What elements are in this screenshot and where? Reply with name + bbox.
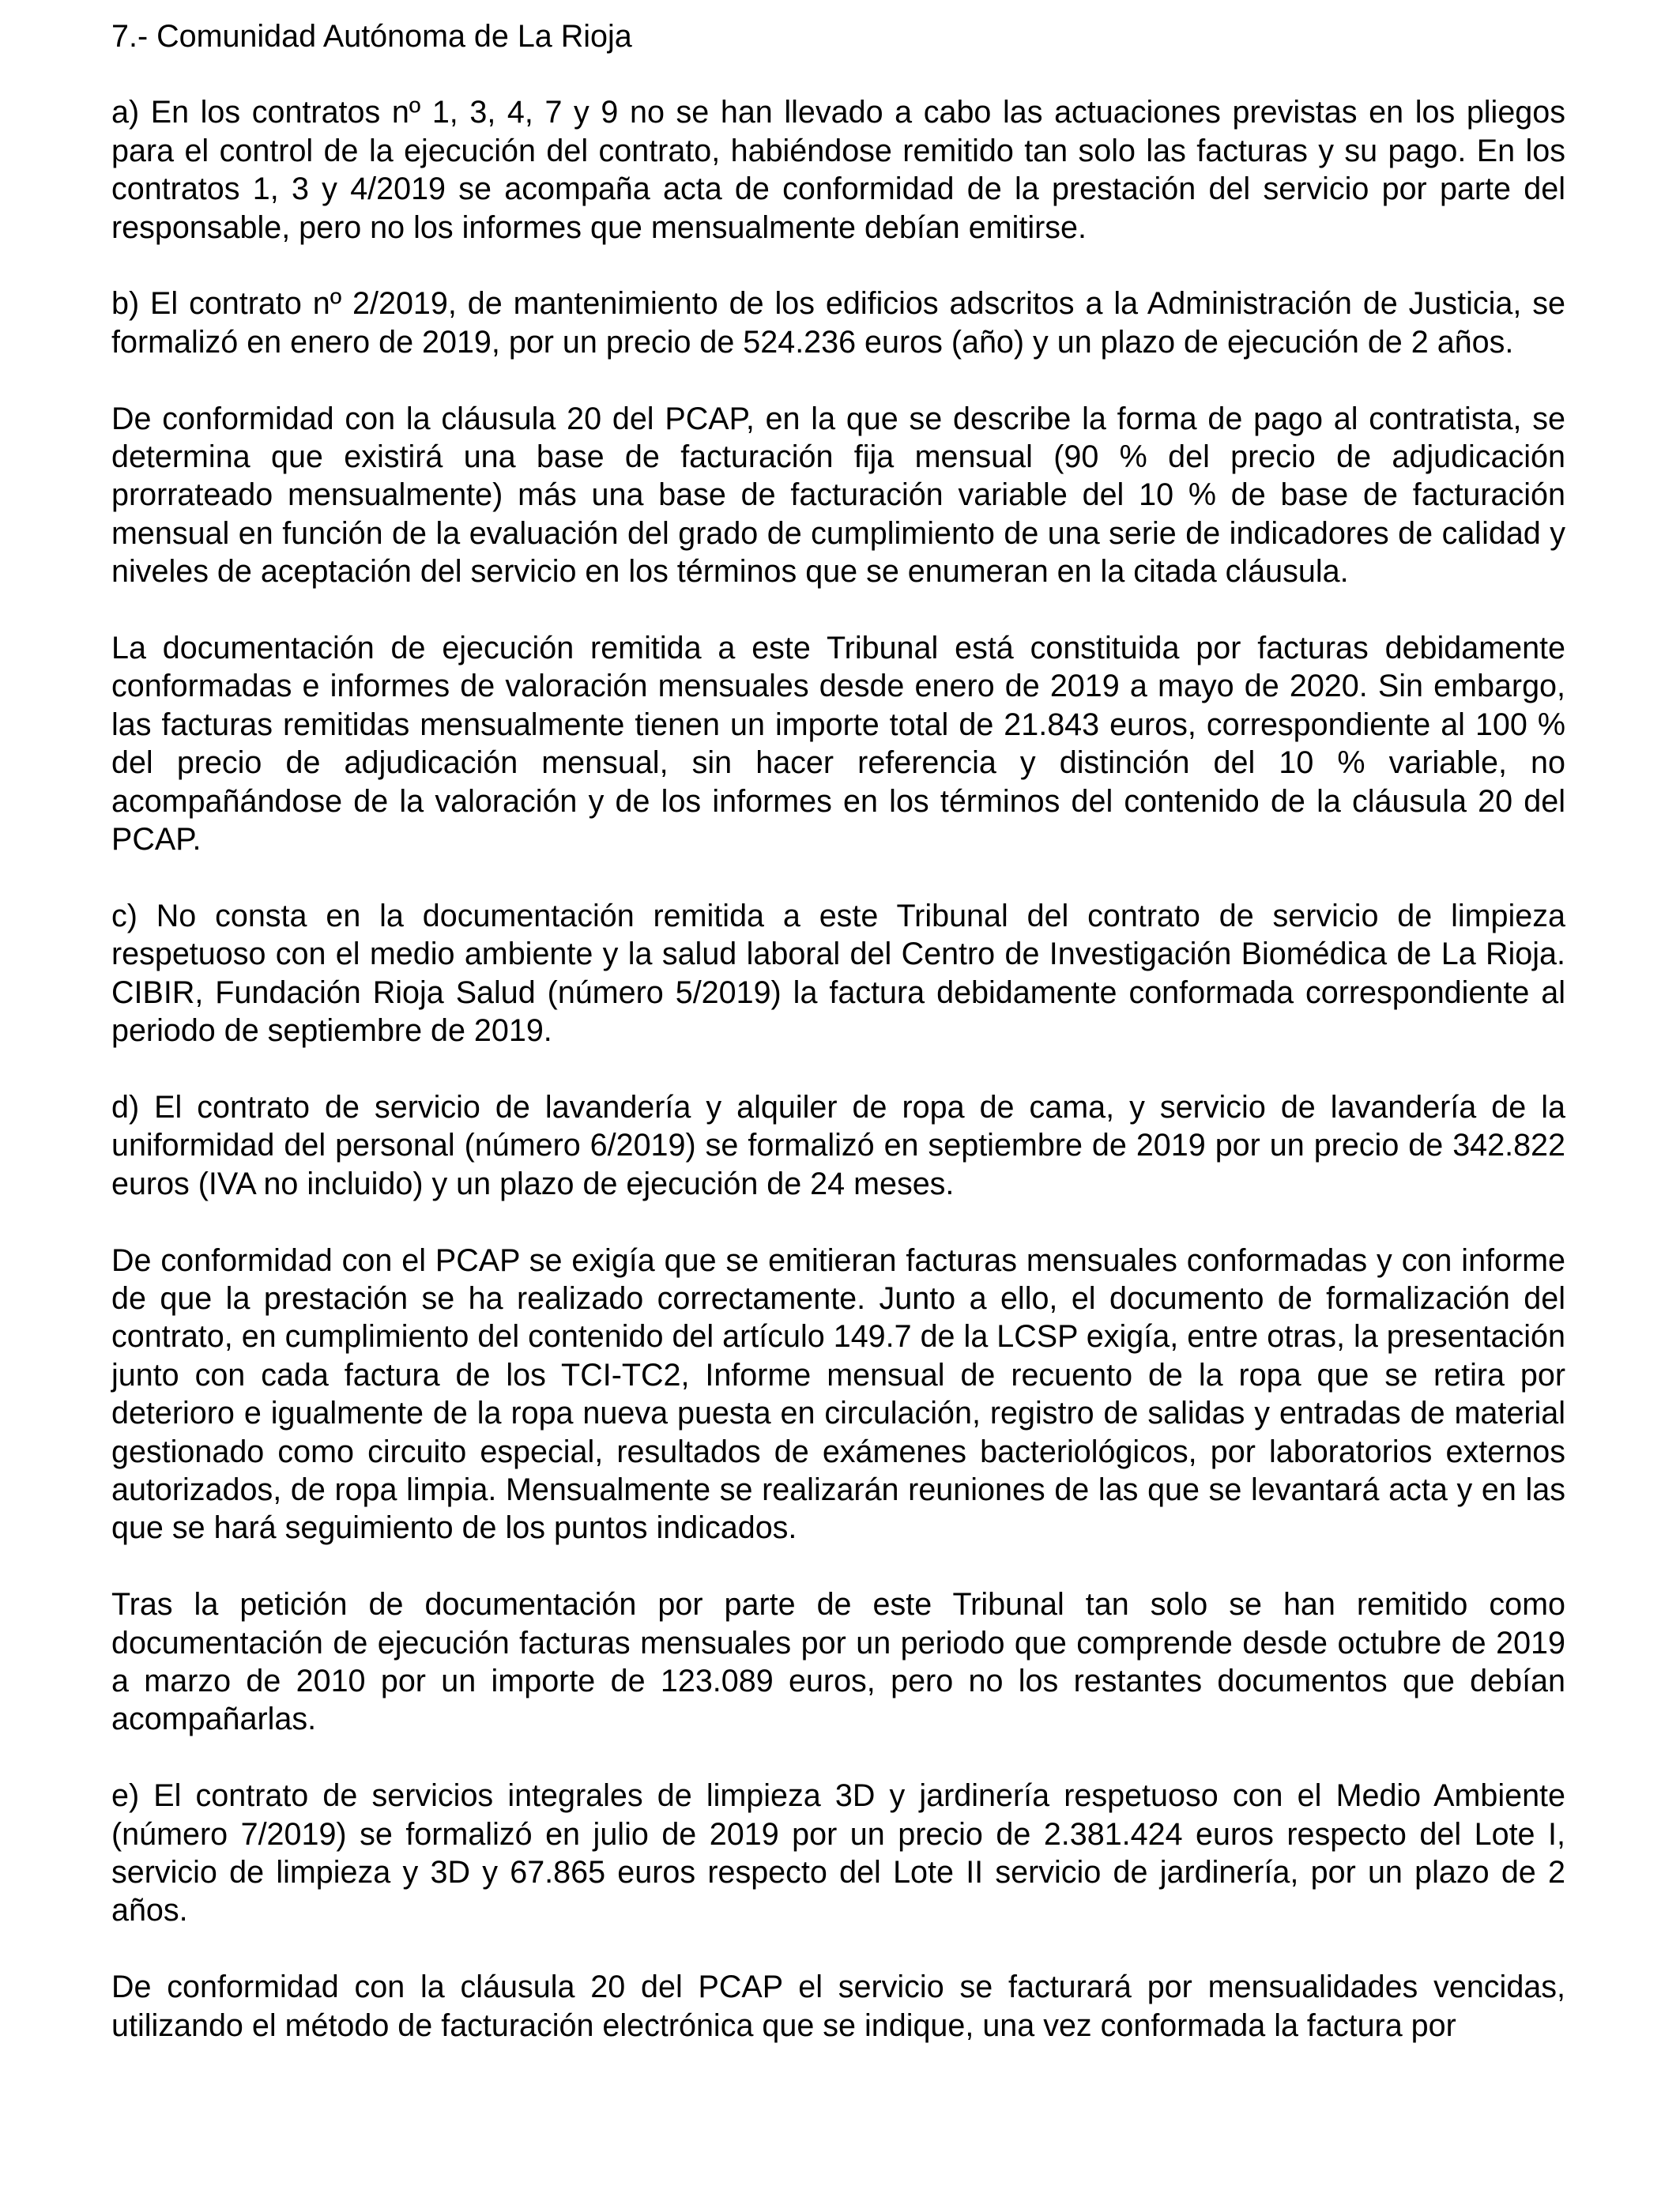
paragraph-d-lavanderia: d) El contrato de servicio de lavandería y alquiler de ropa de cama, y servicio de lavandería de la uniformidad del personal (número 6/2019) se formalizó en septiembre de 2019 por un precio de 342.822 euros (IVA no incluido) y un plazo de ejecución de 24 meses. [111,1089,1565,1201]
paragraph-documentacion-ejecucion: La documentación de ejecución remitida a este Tribunal está constituida por facturas debidamente conformadas e informes de valoración mensuales desde enero de 2019 a mayo de 2020. Sin embargo, las facturas remitidas mensualmente tienen un importe total de 21.843 euros, correspondiente al 100 % del precio de adjudicación mensual, sin hacer referencia y distinción del 10 % variable, no acompañándose de la valoración y de los informes en los términos del contenido de la cláusula 20 del PCAP. [111,631,1565,858]
paragraph-pcap-facturas-mensuales: De conformidad con el PCAP se exigía que se emitieran facturas mensuales conformadas y con informe de que la prestación se ha realizado correctamente. Junto a ello, el documento de formalización del contrato, en cumplimiento del contenido del artículo 149.7 de la LCSP exigía, entre otras, la presentación junto con cada factura de los TCI-TC2, Informe mensual de recuento de la ropa que se retira por deterioro e igualmente de la ropa nueva puesta en circulación, registro de salidas y entradas de material gestionado como circuito especial, resultados de exámenes bacteriológicos, por laboratorios externos autorizados, de ropa limpia. Mensualmente se realizarán reuniones de las que se levantará acta y en las que se hará seguimiento de los puntos indicados. [111,1242,1565,1546]
paragraph-c-cibir: c) No consta en la documentación remitida a este Tribunal del contrato de servicio de limpieza respetuoso con el medio ambiente y la salud laboral del Centro de Investigación Biomédica de La Rioja. CIBIR, Fundación Rioja Salud (número 5/2019) la factura debidamente conformada correspondiente al periodo de septiembre de 2019. [111,898,1565,1049]
paragraph-clausula-20-mensualidades: De conformidad con la cláusula 20 del PCAP el servicio se facturará por mensualidades vencidas, utilizando el método de facturación electrónica que se indique, una vez conformada la factura por [111,1970,1565,2043]
paragraph-a-control-ejecucion: a) En los contratos nº 1, 3, 4, 7 y 9 no se han llevado a cabo las actuaciones previstas en los pliegos para el control de la ejecución del contrato, habiéndose remitido tan solo las facturas y su pago. En los contratos 1, 3 y 4/2019 se acompaña acta de conformidad de la prestación del servicio por parte del responsable, pero no los informes que mensualmente debían emitirse. [111,95,1565,245]
document-page [111,17,1565,2045]
paragraph-clausula-20-facturacion: De conformidad con la cláusula 20 del PCAP, en la que se describe la forma de pago al contratista, se determina que existirá una base de facturación fija mensual (90 % del precio de adjudicación prorrateado mensualmente) más una base de facturación variable del 10 % de base de facturación mensual en función de la evaluación del grado de cumplimiento de una serie de indicadores de calidad y niveles de aceptación del servicio en los términos que se enumeran en la citada cláusula. [111,401,1565,590]
paragraph-peticion-documentacion: Tras la petición de documentación por parte de este Tribunal tan solo se han remitido como documentación de ejecución facturas mensuales por un periodo que comprende desde octubre de 2019 a marzo de 2010 por un importe de 123.089 euros, pero no los restantes documentos que debían acompañarlas. [111,1587,1565,1737]
paragraph-e-limpieza-jardineria: e) El contrato de servicios integrales de limpieza 3D y jardinería respetuoso con el Medio Ambiente (número 7/2019) se formalizó en julio de 2019 por un precio de 2.381.424 euros respecto del Lote I, servicio de limpieza y 3D y 67.865 euros respecto del Lote II servicio de jardinería, por un plazo de 2 años. [111,1778,1565,1928]
paragraph-b-contrato-mantenimiento: b) El contrato nº 2/2019, de mantenimiento de los edificios adscritos a la Administración de Justicia, se formalizó en enero de 2019, por un precio de 524.236 euros (año) y un plazo de ejecución de 2 años. [111,286,1565,360]
section-heading: 7.- Comunidad Autónoma de La Rioja [111,19,632,54]
